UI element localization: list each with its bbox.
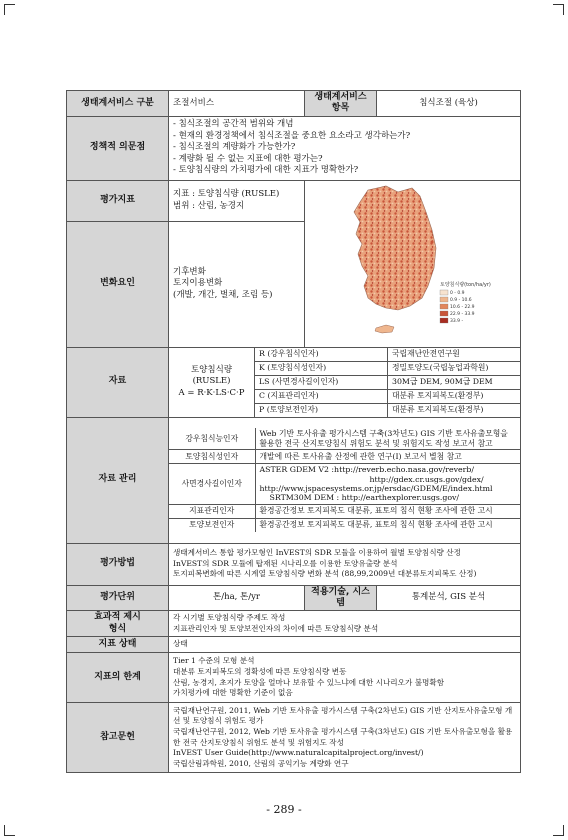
policy-line: - 토양침식량의 가치평가에 대한 지표가 명확한가?: [173, 165, 359, 176]
limits-line: Tier 1 수준의 모형 분석: [173, 656, 255, 666]
formula-sub: (RUSLE): [192, 376, 231, 387]
row-policy: [67, 116, 521, 180]
result-line: 지표관리인자 및 토양보전인자의 차이에 따른 토양침식량 분석: [173, 623, 379, 633]
factor-name: P (토양보전인자): [255, 403, 388, 417]
status-label: 지표 상태: [67, 637, 169, 653]
service-item-value: 침식조절 (육상): [377, 91, 521, 117]
result-label-line2: 형식: [108, 623, 127, 634]
factor-row: [255, 361, 520, 375]
result-value: [169, 611, 521, 637]
method-value: [169, 543, 521, 585]
legend-swatch: [440, 311, 448, 316]
crop-mark-top-left: [4, 4, 15, 15]
factor-row: [255, 403, 520, 417]
crop-mark-bottom-left: [4, 825, 15, 836]
policy-line: - 침식조절의 계량화가 가능한가?: [173, 142, 296, 153]
row-result: [67, 611, 521, 637]
korea-erosion-map: [328, 182, 498, 342]
management-item-desc: Web 기반 토사유출 평가시스템 구축(3차년도) GIS 기반 토사유출모형을 활용한 전국 산지토양침식 위험도 분석 및 위험지도 작성 보고서 참고: [255, 428, 520, 449]
indicator-line: 범위 : 산림, 농경지: [173, 200, 245, 211]
status-value: 상태: [169, 637, 521, 653]
limits-line: 산림, 농경지, 초지가 토양을 얼마나 보유할 수 있느냐에 대한 시나리오가 불명확함: [173, 677, 445, 687]
management-item-desc: 환경공간정보 토지피복도 대분류, 표토의 침식 현황 조사에 관한 고시: [255, 504, 520, 518]
row-references: [67, 703, 521, 773]
method-label: 평가방법: [67, 543, 169, 585]
tech-value: 통계분석, GIS 분석: [377, 585, 521, 611]
management-item-name: 사면경사길이인자: [169, 464, 255, 504]
crop-mark-top-right: [553, 4, 564, 15]
factor-name: LS (사면경사길이인자): [255, 375, 388, 389]
reference-line: InVEST User Guide(http://www.naturalcapitalproject.org/invest/): [173, 748, 424, 758]
management-row: [169, 450, 520, 464]
limits-line: 가치평가에 대한 명확한 기준이 없음: [173, 688, 293, 698]
indicator-line: 지표 : 토양침식량 (RUSLE): [173, 189, 280, 200]
factor-name: K (토양침식성인자): [255, 361, 388, 375]
legend-swatch: [440, 290, 448, 295]
policy-line: - 계량화 될 수 없는 지표에 대한 평가는?: [173, 153, 323, 164]
management-item-desc: 환경공간정보 토지피복도 대분류, 표토의 침식 현황 조사에 관한 고시: [255, 518, 520, 532]
method-line: 토지피복변화에 따른 시계열 토양침식량 변화 분석 (88,99,2009년 대분류토지피복도 산정): [173, 569, 477, 579]
formula: A = R·K·LS·C·P: [178, 387, 245, 398]
policy-label: 정책적 의문점: [67, 116, 169, 180]
page-number: - 289 -: [266, 803, 302, 816]
result-line: 각 시기별 토양침식량 주제도 작성: [173, 612, 286, 622]
rusle-formula: [169, 347, 255, 417]
management-item-name: 지표관리인자: [169, 504, 255, 518]
url-line: ASTER GDEM V2 :http://reverb.echo.nasa.gov/reverb/: [259, 465, 475, 475]
url-line: http://www.jspacesystems.or.jp/ersdac/GDEM/E/index.html: [259, 483, 493, 493]
row-status: [67, 637, 521, 653]
policy-line: - 현재의 환경정책에서 침식조절을 중요한 요소라고 생각하는가?: [173, 130, 411, 141]
factor-source: 국립재난안전연구원: [388, 348, 521, 362]
management-label: 자료 관리: [67, 417, 169, 543]
crop-mark-bottom-right: [553, 825, 564, 836]
management-item-name: 토양보전인자: [169, 518, 255, 532]
indicator-value: [169, 180, 305, 221]
service-value: 조절서비스: [169, 91, 305, 117]
legend-swatch: [440, 297, 448, 302]
reference-line: 국립재난연구원, 2012, Web 기반 토사유출 평가시스템 구축(3차년도) GIS 기반 토사유출모형을 활용한 전국 산지토양침식 위험도 분석 및 위험지도 작성: [173, 726, 513, 747]
legend-title: 토양침식량(ton/ha/yr): [439, 281, 491, 288]
management-row: [169, 464, 520, 504]
limits-label: 지표의 한계: [67, 653, 169, 703]
indicator-label: 평가지표: [67, 180, 169, 221]
row-limits: [67, 653, 521, 703]
formula-name: 토양침식량: [190, 364, 233, 375]
policy-line: - 침식조절의 공간적 범위와 개념: [173, 119, 294, 130]
factors-table: [255, 348, 520, 417]
management-row: [169, 504, 520, 518]
row-service: [67, 91, 521, 117]
small-island: [430, 240, 433, 243]
row-unit: [67, 585, 521, 611]
legend-item: 10.6 - 22.9: [449, 304, 475, 310]
reference-line: 국립산림과학원, 2010, 산림의 공익기능 계량화 연구: [173, 758, 349, 768]
url-line: SRTM30M DEM : http://earthexplorer.usgs.gov/: [269, 493, 460, 503]
factor-row: [255, 375, 520, 389]
factor-source: 대분류 토지피복도(환경부): [388, 403, 521, 417]
management-table: [169, 428, 520, 531]
legend-item: 0.9 - 10.6: [449, 297, 472, 303]
factor-name: C (지표관리인자): [255, 389, 388, 403]
tech-label: 적용기술, 시스템: [305, 585, 377, 611]
policy-questions: [169, 116, 521, 180]
references-label: 참고문헌: [67, 703, 169, 773]
change-line: 기후변화: [173, 266, 206, 277]
service-item-label: [305, 91, 377, 117]
management-item-desc: 개발에 따른 토사유출 산정에 관한 연구(I) 보고서 별첨 참고: [255, 450, 520, 464]
data-label: 자료: [67, 347, 169, 417]
factor-source: 정밀토양도(국립농업과학원): [388, 361, 521, 375]
factors-cell: [255, 347, 521, 417]
management-row: [169, 518, 520, 532]
change-line: (개발, 개간, 벌채, 조림 등): [173, 289, 273, 300]
change-line: 토지이용변화: [173, 278, 223, 289]
management-row: [169, 428, 520, 449]
factor-source: 30M급 DEM, 90M급 DEM: [388, 375, 521, 389]
legend-swatch: [440, 318, 448, 323]
legend-item: 0 - 0.9: [449, 290, 465, 296]
references-value: [169, 703, 521, 773]
map-legend: [440, 281, 491, 324]
management-item-desc: [255, 464, 520, 504]
management-item-name: 강우침식능인자: [169, 428, 255, 449]
service-label: 생태계서비스 구분: [67, 91, 169, 117]
change-value: [169, 221, 305, 347]
mainland-shape: [354, 186, 436, 310]
factor-row: [255, 348, 520, 362]
legend-item: 33.9 -: [449, 318, 463, 324]
limits-line: 대분류 토지피복도의 정확성에 따른 토양침식량 변동: [173, 666, 347, 676]
service-item-label-line1: 생태계서비스: [314, 92, 367, 102]
result-label: [67, 611, 169, 637]
method-line: 생태계서비스 통합 평가모형인 InVEST의 SDR 모듈을 이용하여 월별 토양침식량 산정: [173, 548, 461, 558]
factor-source: 대분류 토지피복도(환경부): [388, 389, 521, 403]
erosion-map-cell: [305, 180, 521, 347]
management-cell: [169, 417, 521, 543]
row-management: [67, 417, 521, 543]
service-item-label-line2: 항목: [331, 103, 350, 114]
result-label-line1: 효과적 제시: [94, 612, 141, 623]
change-label: 변화요인: [67, 221, 169, 347]
island-shape: [375, 325, 394, 333]
unit-label: 평가단위: [67, 585, 169, 611]
legend-swatch: [440, 304, 448, 309]
row-data: [67, 347, 521, 417]
indicator-sheet-table: [66, 90, 521, 773]
unit-value: 톤/ha, 톤/yr: [169, 585, 305, 611]
limits-value: [169, 653, 521, 703]
reference-line: 국립재난연구원, 2011, Web 기반 토사유출 평가시스템 구축(2차년도) GIS 기반 산지토사유출모형 개선 및 토양침식 위험도 평가: [173, 705, 513, 726]
factor-row: [255, 389, 520, 403]
row-indicator: [67, 180, 521, 221]
management-item-name: 토양침식성인자: [169, 450, 255, 464]
row-method: [67, 543, 521, 585]
url-line: http://gdex.cr.usgs.gov/gdex/: [369, 474, 484, 484]
factor-name: R (강우침식인자): [255, 348, 388, 362]
legend-item: 22.9 - 33.9: [449, 311, 475, 317]
method-line: InVEST의 SDR 모듈에 탑재된 시나리오를 이용한 토양유출량 분석: [173, 558, 398, 568]
